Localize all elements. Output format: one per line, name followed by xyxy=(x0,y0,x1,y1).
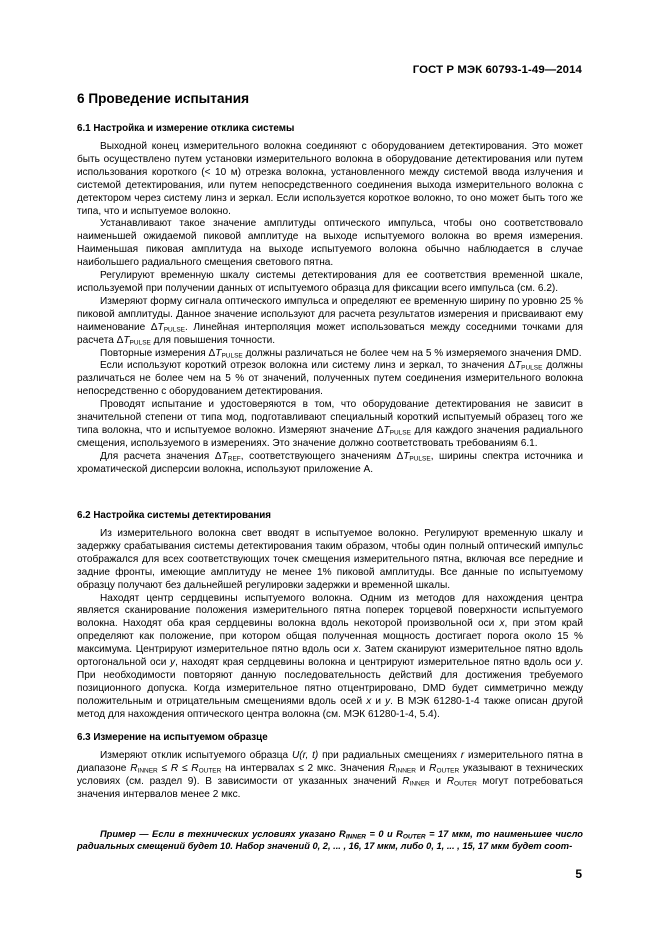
page-number: 5 xyxy=(575,867,582,881)
subsection-6-3-body xyxy=(77,750,583,802)
section-title: 6 Проведение испытания xyxy=(77,91,249,106)
document-header: ГОСТ Р МЭК 60793-1-49—2014 xyxy=(412,64,582,76)
subsection-6-2-title: 6.2 Настройка системы детектирования xyxy=(77,510,272,521)
example-note: Пример — Если в технических условиях указано $R_{INNER} = 0$ и $R_{OUTER} = 17$ мкм, то наименьшее число радиальных смещений будет 10. Набор значений 0, 2, ... , 16, 17 мкм, либо 0, 1, ... , 15, 17 мкм будет соот- xyxy=(77,829,583,852)
paragraph: Проводят испытание и удостоверяются в том, что оборудование детектирования не зависит в значительной степени от типа мод, подготавливают специальный короткий испытуемый образец того же типа волокна, что и испытуемое волокно. Измеряют значение $\Delta T_{PULSE}$ для каждого значения радиального смещения, используемого в измерениях. Это значение должно соответствовать требованиям 6.1. xyxy=(77,399,583,449)
paragraph: Выходной конец измерительного волокна соединяют с оборудованием детектирования. Это может быть осуществлено путем установки измерительного волокна в оборудование детектирования или путем использования короткого (< 10 м) отрезка волокна, установленного между системой ввода излучения и системой детектирования, или путем непосредственного соединения выхода измерительного волокна с детектором через систему линз и зеркал. Если используется короткое волокно, то оно может быть того же типа, что и испытуемое волокно. xyxy=(77,141,583,217)
paragraph: Повторные измерения $\Delta T_{PULSE}$ должны различаться не более чем на 5 % измеряемого значения DMD. xyxy=(100,347,582,359)
subsection-6-2-body xyxy=(77,528,583,722)
paragraph: Для расчета значения $\Delta T_{REF}$, соответствующего значениям $\Delta T_{PULSE}$, ширины спектра источника и хроматической дисперсии волокна, используют приложение А. xyxy=(77,450,583,475)
paragraph: Находят центр сердцевины испытуемого волокна. Одним из методов для нахождения центра является сканирование положения измерительного пятна поперек торцевой поверхности испытуемого волокна. Находят оба края сердцевины волокна вдоль некоторой произвольной оси x, при этом край определяют как положение, при котором общая полученная мощность достигает порога около 15 % максимума. Центрируют измерительное пятно вдоль оси x. Затем сканируют измерительное пятно вдоль ортогональной оси y, находят края сердцевины волокна и центрируют измерительное пятно вдоль оси y. При необходимости повторяют данную последовательность действий для достижения требуемого позиционного допуска. Когда измерительное пятно отцентрировано, DMD будет симметрично между положительным и отрицательным смещениями вдоль осей x и y. В МЭК 61280-1-4 также описан другой метод для нахождения оптического центра волокна (см. МЭК 61280-1-4, 5.4). xyxy=(77,592,584,720)
paragraph: Если используют короткий отрезок волокна или систему линз и зеркал, то значения $\Delta T_{PULSE}$ должны различаться не более чем на 5 % от значений, полученных путем соединения измерительного волокна непосредственно с оборудованием детектирования. xyxy=(77,360,583,398)
paragraph: Измеряют отклик испытуемого образца U(r, t) при радиальных смещениях r измерительного пятна в диапазоне $R_{INNER} \le R \le R_{OUTER}$ на интервалах ≤ 2 мкс. Значения $R_{INNER}$ и $R_{OUTER}$ указывают в технических условиях (см. раздел 9). В зависимости от указанных значений $R_{INNER}$ и $R_{OUTER}$ могут потребоваться значения интервалов менее 2 мкс. xyxy=(77,750,584,800)
subsection-6-1-title: 6.1 Настройка и измерение отклика системы xyxy=(77,123,295,134)
paragraph: Из измерительного волокна свет вводят в испытуемое волокно. Регулируют временную шкалу и задержку срабатывания системы детектирования таким образом, чтобы один полный оптический импульс отображался для всех соответствующих точек смещения измерительного пятна, включая все передние и задние фронты, имеющие амплитуду не менее 1% пиковой амплитуды. Все данные по испытуемому образцу получают без дальнейшей регулировки задержки и временной шкалы. xyxy=(77,528,583,591)
paragraph: Измеряют форму сигнала оптического импульса и определяют ее временную ширину по уровню 25 % пиковой амплитуды. Данное значение используют для расчета результатов измерения и присваивают ему наименование $\Delta T_{PULSE}$. Линейная интерполяция может использоваться между соседними точками для расчета $\Delta T_{PULSE}$ для повышения точности. xyxy=(77,295,583,347)
paragraph: Устанавливают такое значение амплитуды оптического импульса, чтобы оно соответствовало наименьшей ожидаемой пиковой амплитуде на выходе испытуемого волокна во время измерения. Наименьшая пиковая амплитуда на выходе испытуемого волокна обычно наблюдается в случае наибольшего радиального смещения светового пятна. xyxy=(77,218,583,269)
subsection-6-1-body xyxy=(77,141,583,477)
paragraph: Регулируют временную шкалу системы детектирования для ее соответствия временной шкале, используемой при получении данных от испытуемого образца для фиксации всего импульса (см. 6.2). xyxy=(77,270,583,294)
subsection-6-3-title: 6.3 Измерение на испытуемом образце xyxy=(77,732,268,743)
